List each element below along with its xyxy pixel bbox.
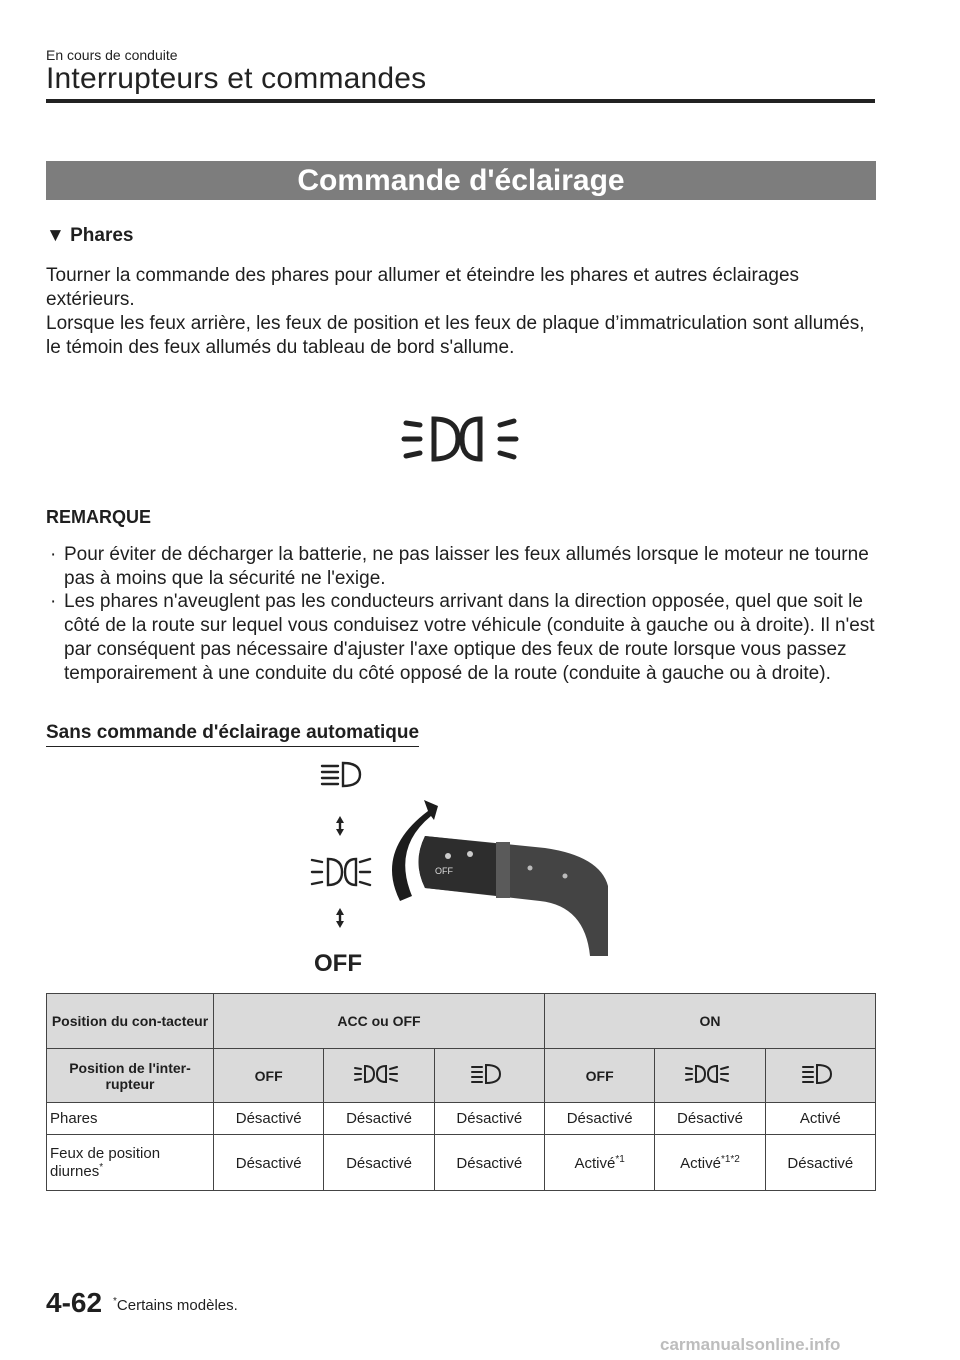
footnote xyxy=(113,1296,238,1314)
switch-off-cell: OFF xyxy=(544,1049,654,1103)
table-row xyxy=(47,1103,876,1135)
remarque-note-2 xyxy=(46,590,876,686)
table-cell: Désactivé xyxy=(434,1103,544,1135)
section-small-title: En cours de conduite xyxy=(46,47,178,63)
subsection-heading: Sans commande d'éclairage automatique xyxy=(46,722,419,747)
table-cell xyxy=(324,1135,434,1191)
table-row xyxy=(47,1135,876,1191)
off-position-label: OFF xyxy=(314,950,362,977)
position-lights-icon xyxy=(684,1062,736,1086)
position-lights-cell xyxy=(324,1049,434,1103)
note-text: Les phares n'aveuglent pas les conducteurs arrivant dans la direction opposée, quel que soit le côté de la route sur lequel vous conduisez votre véhicule (conduite à gauche ou à droite). Il n'est par conséquent pas nécessaire d'ajuster l'axe optique des feux de route lorsque vous passez temporairement à une conduite du côté opposé de la route (conduite à gauche ou à droite). xyxy=(64,591,875,684)
switch-off-cell: OFF xyxy=(214,1049,324,1103)
cell-text: Désactivé xyxy=(456,1154,523,1172)
headlight-icon xyxy=(469,1062,509,1086)
watermark: carmanualsonline.info xyxy=(660,1335,841,1354)
table-cell xyxy=(434,1135,544,1191)
bullet-dot: · xyxy=(50,591,57,612)
table-cell: Activé xyxy=(765,1103,875,1135)
position-lights-cell xyxy=(655,1049,765,1103)
switch-position-header: Position de l'inter-rupteur xyxy=(47,1049,214,1103)
lighting-table xyxy=(46,993,876,1191)
contact-position-header: Position du con-tacteur xyxy=(47,994,214,1049)
headlight-cell xyxy=(765,1049,875,1103)
phares-paragraph-1: Tourner la commande des phares pour allumer et éteindre les phares et autres éclairages extérieurs. xyxy=(46,265,800,310)
headlight-cell xyxy=(434,1049,544,1103)
table-cell xyxy=(214,1135,324,1191)
table-row xyxy=(47,994,876,1049)
footnote-text: Certains modèles. xyxy=(116,1297,238,1314)
remarque-note-1 xyxy=(46,543,876,591)
table-cell xyxy=(765,1135,875,1191)
table-cell: Désactivé xyxy=(655,1103,765,1135)
phares-row-label: Phares xyxy=(47,1103,214,1135)
lever-off-text: OFF xyxy=(435,866,453,876)
bullet-dot: · xyxy=(50,544,57,565)
table-cell xyxy=(655,1135,765,1191)
headlight-switch-lever-illustration xyxy=(300,756,620,956)
cell-text: Désactivé xyxy=(346,1154,412,1172)
position-lights-icon xyxy=(400,403,520,473)
page-banner-title: Commande d'éclairage xyxy=(46,161,876,200)
section-title: Interrupteurs et commandes xyxy=(46,62,427,95)
table-cell: Désactivé xyxy=(214,1103,324,1135)
on-header: ON xyxy=(544,994,875,1049)
cell-sup: *1 xyxy=(615,1153,625,1165)
drl-label-sup: * xyxy=(99,1162,104,1173)
drl-label-text: Feux de position diurnes xyxy=(50,1145,161,1180)
page-number: 4-62 xyxy=(46,1287,103,1318)
position-lights-icon xyxy=(353,1062,405,1086)
phares-heading xyxy=(46,225,133,247)
table-cell: Désactivé xyxy=(544,1103,654,1135)
table-cell: Désactivé xyxy=(324,1103,434,1135)
drl-row-label xyxy=(47,1135,214,1191)
phares-paragraph-2: Lorsque les feux arrière, les feux de position et les feux de plaque d’immatriculation sont allumés, le témoin des feux allumés du tableau de bord s'allume. xyxy=(46,313,865,358)
table-row xyxy=(47,1049,876,1103)
phares-heading-text: Phares xyxy=(70,225,134,246)
header-divider xyxy=(46,99,875,103)
acc-off-header: ACC ou OFF xyxy=(214,994,545,1049)
remarque-label: REMARQUE xyxy=(46,507,152,527)
headlight-icon xyxy=(800,1062,840,1086)
triangle-marker-icon: ▼ xyxy=(46,225,65,246)
table-cell xyxy=(544,1135,654,1191)
cell-text: Désactivé xyxy=(235,1154,302,1172)
note-text: Pour éviter de décharger la batterie, ne pas laisser les feux allumés lorsque le moteur ne tourne pas à moins que la sécurité ne l'exige. xyxy=(64,544,869,589)
cell-sup: *1*2 xyxy=(720,1153,740,1165)
cell-text: Activé xyxy=(680,1154,721,1172)
cell-text: Désactivé xyxy=(787,1154,854,1172)
cell-text: Activé xyxy=(574,1154,616,1172)
footnote-mark: * xyxy=(113,1296,117,1307)
